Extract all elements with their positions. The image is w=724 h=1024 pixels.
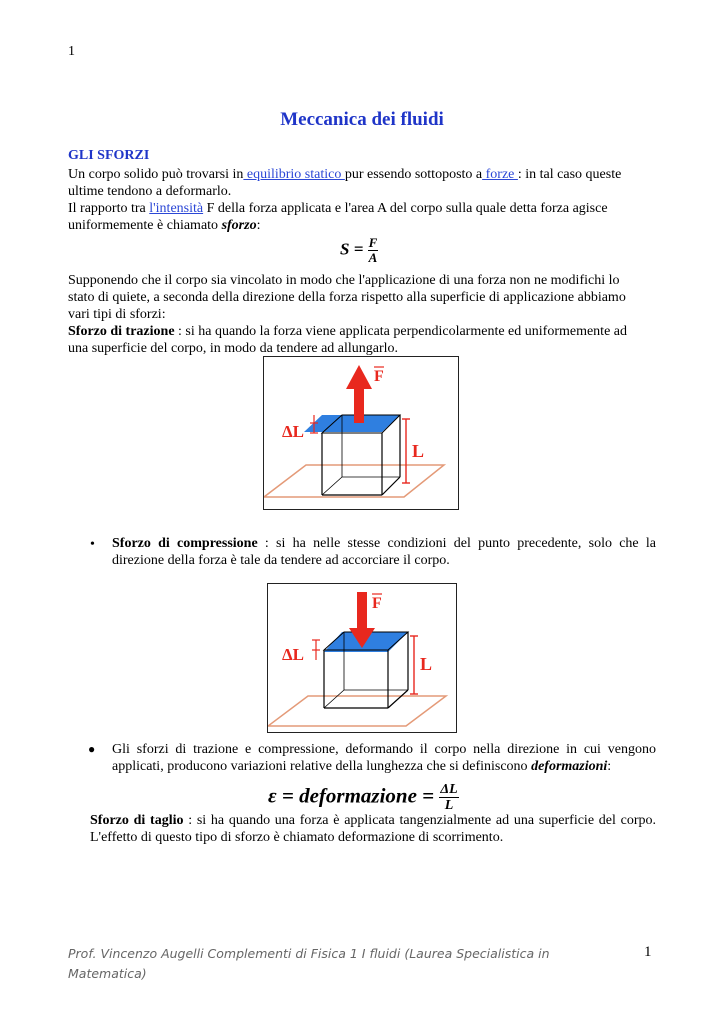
text: una superficie del corpo, in modo da tendere ad allungarlo. [68,341,399,356]
text-line: Supponendo che il corpo sia vincolato in modo che l'applicazione di una forza non ne modifichi lo [68,273,620,288]
formula-lhs: ε = deformazione = [268,783,435,808]
term-sforzo-trazione: Sforzo di trazione [68,324,175,339]
page-title: Meccanica dei fluidi [280,109,444,130]
length-label: L [420,654,433,674]
cube-edge-hidden [322,477,342,495]
force-arrow-shaft [354,387,364,423]
footer-page-number: 1 [644,944,652,960]
force-label: F [374,368,384,385]
term-sforzo: sforzo [221,218,257,233]
formula-stress [340,236,378,265]
fraction [439,782,458,813]
figure-compression [267,583,457,733]
section-heading: GLI SFORZI [68,148,150,163]
text: ultime tendono a deformarlo. [68,184,232,199]
delta-l-label: ΔL [282,645,304,664]
paragraph-intro [68,166,658,200]
text: Un corpo solido può trovarsi in [68,167,244,182]
fraction-denominator: L [444,798,454,813]
link-equilibrio-statico[interactable]: equilibrio statico [243,167,345,182]
paragraph-shear [90,812,656,846]
text: F della forza applicata e l'area A del corpo sulla quale detta forza agisce [203,201,608,216]
base-plane [264,465,444,497]
bullet-marker: • [90,537,95,552]
text: : [607,759,612,774]
text: Gli sforzi di trazione e compressione, deformando il corpo nella direzione in cui vengono applicati, producono variazioni relative della lunghezza che si definiscono [112,742,656,774]
cube-edge-hidden [324,690,344,708]
bullet-compression [112,535,656,569]
bullet-marker: ● [88,742,96,756]
text: : si ha quando la forza viene applicata perpendicolarmente ed uniformemente ad [174,324,628,339]
fraction-denominator: A [368,250,378,265]
force-arrow-shaft [357,592,367,630]
text: pur essendo sottoposto a [344,167,483,182]
force-arrow-head [346,365,372,389]
base-plane [268,696,446,726]
link-forze[interactable]: forze [482,167,518,182]
delta-l-label: ΔL [282,422,304,441]
fraction-numerator: ΔL [440,782,458,797]
figure-traction [263,356,459,510]
cube-edge [382,477,400,495]
text: uniformemente è chiamato [68,218,222,233]
term-sforzo-compressione: Sforzo di compressione [112,536,258,551]
paragraph-traction [68,323,658,357]
term-deformazioni: deformazioni [531,759,608,774]
compression-diagram [268,584,456,732]
text: Il rapporto tra [68,201,150,216]
bullet-deformations [112,741,656,775]
traction-diagram [264,357,458,509]
paragraph-definition [68,200,658,234]
fraction-numerator: F [368,235,378,250]
paragraph-types [68,272,658,323]
link-intensita[interactable]: l'intensità [149,201,204,216]
fraction [368,236,379,265]
length-label: L [412,441,425,461]
text: : [256,218,261,233]
force-label: F [372,595,382,612]
formula-strain [268,782,459,813]
text: : in tal caso queste [517,167,622,182]
text: : si ha quando una forza è applicata tangenzialmente ad una superficie del corpo. L'effetto di questo tipo di sforzo è chiamato deformazione di scorrimento. [90,813,656,845]
text-line: vari tipi di sforzi: [68,307,166,322]
text-line: stato di quiete, a seconda della direzione della forza rispetto alla superficie di applicazione abbiamo [68,290,626,305]
formula-lhs: S = [340,239,364,259]
cube-edge [388,690,408,708]
footer-text: Prof. Vincenzo Augelli Complementi di Fisica 1 I fluidi (Laurea Specialistica in Matematica) [68,946,550,981]
term-sforzo-taglio: Sforzo di taglio [90,813,184,828]
page-number-top: 1 [68,44,75,59]
text: : si ha nelle stesse condizioni del punto precedente, solo che la direzione della forza è tale da tendere ad accorciare il corpo. [112,536,656,568]
